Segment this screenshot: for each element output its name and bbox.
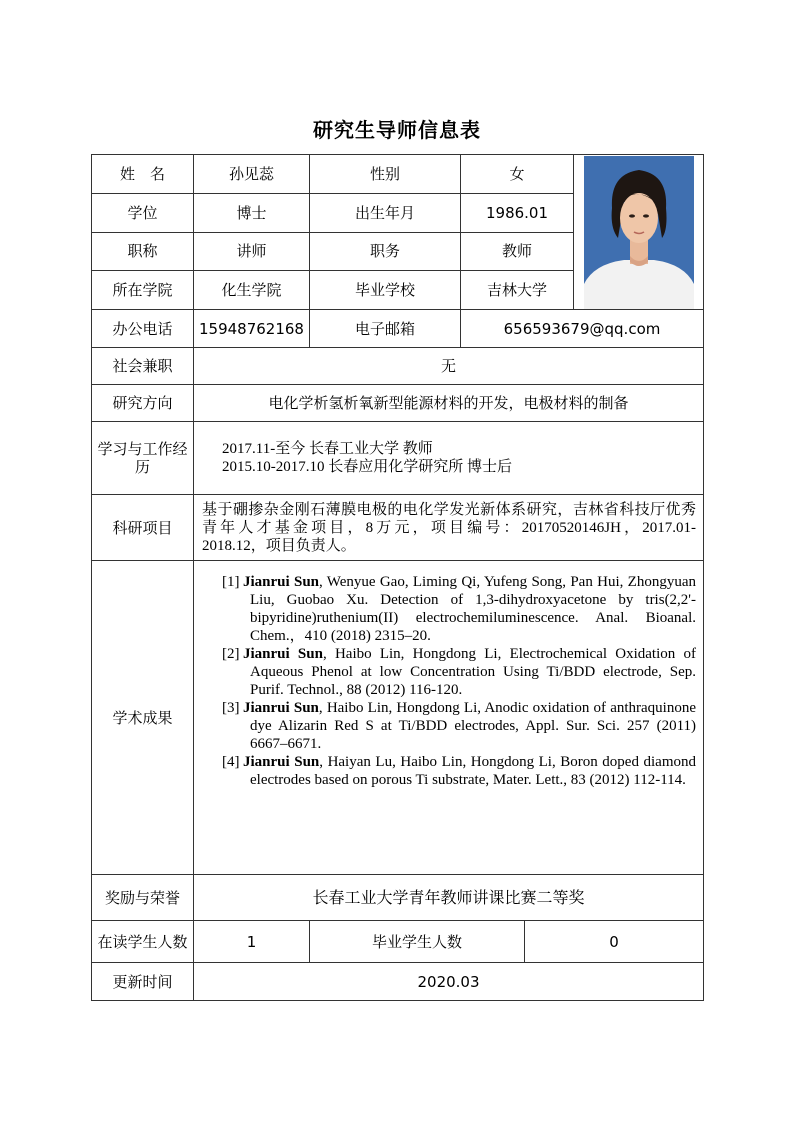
projects-label: 科研项目 xyxy=(92,495,194,561)
experience-item: 2015.10-2017.10 长春应用化学研究所 博士后 xyxy=(222,459,512,475)
school-value: 吉林大学 xyxy=(461,271,574,310)
experience-list xyxy=(194,422,704,495)
gender-value: 女 xyxy=(461,155,574,194)
publication-number: [1] xyxy=(222,574,240,590)
current-students-label: 在读学生人数 xyxy=(92,921,194,963)
achievements-label: 学术成果 xyxy=(92,561,194,875)
publication-author: Jianrui Sun xyxy=(243,700,319,716)
row-name xyxy=(92,155,704,194)
name-value: 孙见蕊 xyxy=(194,155,310,194)
position-value: 教师 xyxy=(461,232,574,271)
birth-value: 1986.01 xyxy=(461,193,574,232)
publication-item xyxy=(222,573,696,645)
research-label: 研究方向 xyxy=(92,385,194,422)
email-label: 电子邮箱 xyxy=(310,310,461,348)
college-label: 所在学院 xyxy=(92,271,194,310)
publication-item xyxy=(222,645,696,699)
experience-item: 2017.11-至今 长春工业大学 教师 xyxy=(222,441,433,457)
gender-label: 性别 xyxy=(310,155,461,194)
publication-author: Jianrui Sun xyxy=(243,646,323,662)
publication-text: , Haibo Lin, Hongdong Li, Anodic oxidation of anthraquinone dye Alizarin Red S at Ti/BDD electrodes, Appl. Sur. Sci. 257 (2011) 6667–6671. xyxy=(250,700,697,752)
updated-label: 更新时间 xyxy=(92,963,194,1001)
research-value: 电化学析氢析氧新型能源材料的开发，电极材料的制备 xyxy=(194,385,704,422)
portrait-photo xyxy=(584,156,694,309)
projects-value: 基于硼掺杂金刚石薄膜电极的电化学发光新体系研究，吉林省科技厅优秀青年人才基金项目，8万元，项目编号：20170520146JH，2017.01-2018.12，项目负责人。 xyxy=(194,495,704,561)
social-value: 无 xyxy=(194,348,704,385)
phone-value: 15948762168 xyxy=(194,310,310,348)
rank-label: 职称 xyxy=(92,232,194,271)
row-projects xyxy=(92,495,704,561)
phone-label: 办公电话 xyxy=(92,310,194,348)
row-awards xyxy=(92,875,704,921)
degree-label: 学位 xyxy=(92,193,194,232)
publication-author: Jianrui Sun xyxy=(243,574,319,590)
degree-value: 博士 xyxy=(194,193,310,232)
publication-list xyxy=(194,561,704,875)
awards-value: 长春工业大学青年教师讲课比赛二等奖 xyxy=(194,875,704,921)
row-achievements xyxy=(92,561,704,875)
publication-number: [4] xyxy=(222,754,240,770)
publication-text: , Wenyue Gao, Liming Qi, Yufeng Song, Pan Hui, Zhongyuan Liu, Guobao Xu. Detection of 1,3-dihydroxyacetone by tris(2,2'-bipyridine)ruthenium(II) electrochemiluminescence. Anal. Bioanal. Chem.，410 (2018) 2315–20. xyxy=(250,574,697,644)
row-social xyxy=(92,348,704,385)
current-students-value: 1 xyxy=(194,921,310,963)
publication-text: , Haibo Lin, Hongdong Li, Electrochemical Oxidation of Aqueous Phenol at low Concentration Using Ti/BDD electrode, Sep. Purif. Technol., 88 (2012) 116-120. xyxy=(250,646,697,698)
name-label: 姓 名 xyxy=(92,155,194,194)
school-label: 毕业学校 xyxy=(310,271,461,310)
graduated-students-label: 毕业学生人数 xyxy=(310,921,525,963)
row-updated xyxy=(92,963,704,1001)
info-table xyxy=(91,154,704,1001)
row-experience xyxy=(92,422,704,495)
awards-label: 奖励与荣誉 xyxy=(92,875,194,921)
publication-item xyxy=(222,753,696,789)
row-phone xyxy=(92,310,704,348)
publication-item xyxy=(222,699,696,753)
publication-author: Jianrui Sun xyxy=(243,754,320,770)
photo-cell xyxy=(574,155,704,310)
college-value: 化生学院 xyxy=(194,271,310,310)
publication-number: [3] xyxy=(222,700,240,716)
rank-value: 讲师 xyxy=(194,232,310,271)
publication-text: , Haiyan Lu, Haibo Lin, Hongdong Li, Boron doped diamond electrodes based on porous Ti substrate, Mater. Lett., 83 (2012) 112-114. xyxy=(250,754,697,788)
publication-number: [2] xyxy=(222,646,240,662)
social-label: 社会兼职 xyxy=(92,348,194,385)
updated-value: 2020.03 xyxy=(194,963,704,1001)
birth-label: 出生年月 xyxy=(310,193,461,232)
row-students xyxy=(92,921,704,963)
page-title: 研究生导师信息表 xyxy=(313,118,481,142)
position-label: 职务 xyxy=(310,232,461,271)
row-research xyxy=(92,385,704,422)
experience-label: 学习与工作经历 xyxy=(92,422,194,495)
email-value: 656593679@qq.com xyxy=(461,310,704,348)
graduated-students-value: 0 xyxy=(525,921,704,963)
